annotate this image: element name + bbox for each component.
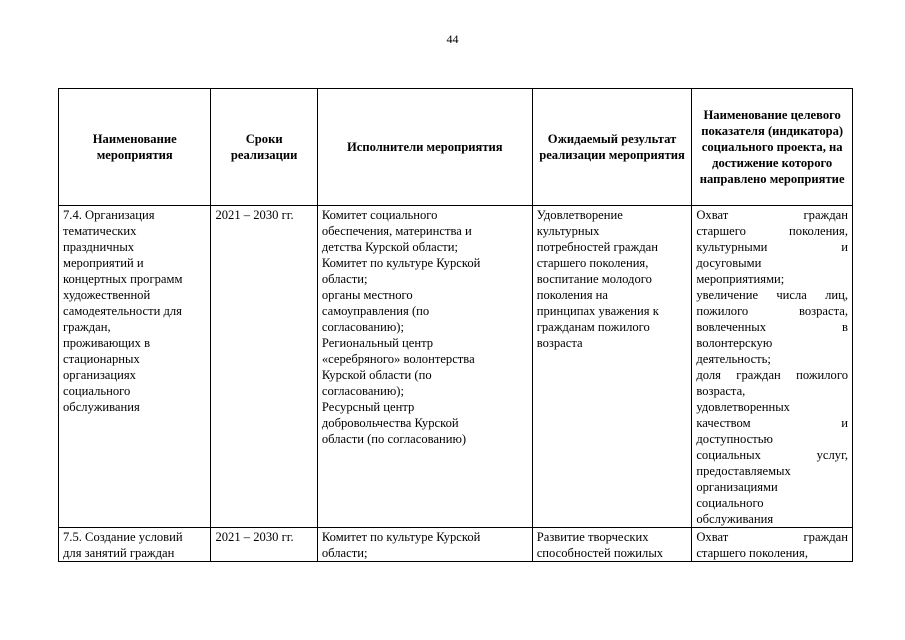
cell-text-line: волонтерскую — [696, 336, 773, 350]
cell-text-line: культурных — [536, 224, 600, 238]
cell-text-line: 7.4. Организация — [63, 208, 155, 222]
cell-text-line: доля граждан пожилого — [696, 368, 848, 382]
cell-text-line: социального — [63, 384, 131, 398]
cell-text-line: Ресурсный центр — [321, 400, 415, 414]
cell-text-line: обслуживания — [696, 512, 774, 526]
cell-text-line: мероприятиями; — [696, 272, 785, 286]
cell-text-line: качеством и — [696, 416, 848, 430]
cell-text-line: концертных программ — [63, 272, 183, 286]
cell-text-line: самодеятельности для — [63, 304, 182, 318]
cell-text-line: области; — [321, 272, 368, 286]
cell-text-line: Комитет по культуре Курской — [321, 256, 481, 270]
cell-text-line: обеспечения, материнства и — [321, 224, 472, 238]
table-row — [59, 528, 853, 562]
cell-text-line: возраста — [536, 336, 583, 350]
cell-text-line: стационарных — [63, 352, 140, 366]
cell-text-line: 2021 – 2030 гг. — [215, 530, 294, 544]
cell-text-line: потребностей граждан — [536, 240, 658, 254]
cell-text-line: Развитие творческих — [536, 530, 649, 544]
cell-text-line: области (по согласованию) — [321, 432, 467, 446]
cell-text-line: социальных услуг, — [696, 448, 848, 462]
cell-executors — [317, 528, 532, 562]
cell-text-line: деятельность; — [696, 352, 771, 366]
cell-text-line: старшего поколения, — [536, 256, 649, 270]
header-period: Сроки реализации — [211, 89, 317, 206]
cell-text-line: принципах уважения к — [536, 304, 659, 318]
cell-text-line: Комитет по культуре Курской — [321, 530, 481, 544]
cell-text-line: досуговыми — [696, 256, 762, 270]
cell-text-line: предоставляемых — [696, 464, 791, 478]
cell-text-line: 2021 – 2030 гг. — [215, 208, 294, 222]
cell-text-line: доступностью — [696, 432, 773, 446]
cell-executors — [317, 206, 532, 528]
header-activity-name: Наименование мероприятия — [59, 89, 211, 206]
cell-text-line: обслуживания — [63, 400, 140, 414]
cell-text-line: пожилого возраста, — [696, 304, 848, 318]
cell-target-indicator — [692, 206, 853, 528]
cell-text-line: Комитет социального — [321, 208, 438, 222]
cell-text-line: организациях — [63, 368, 136, 382]
cell-target-indicator — [692, 528, 853, 562]
cell-expected-result — [532, 206, 692, 528]
cell-text-line: области; — [321, 546, 368, 560]
cell-text-line: 7.5. Создание условий — [63, 530, 183, 544]
table-header-row — [59, 89, 853, 206]
cell-text-line: вовлеченных в — [696, 320, 848, 334]
cell-text-line: старшего поколения, — [696, 224, 848, 238]
cell-text-line: граждан, — [63, 320, 111, 334]
cell-expected-result — [532, 528, 692, 562]
activities-table — [58, 88, 853, 562]
cell-text-line: тематических — [63, 224, 137, 238]
cell-text-line: Региональный центр — [321, 336, 434, 350]
cell-activity-name — [59, 206, 211, 528]
cell-text-line: самоуправления (по — [321, 304, 430, 318]
cell-text-line: согласованию); — [321, 384, 404, 398]
header-executors: Исполнители мероприятия — [317, 89, 532, 206]
cell-text-line: поколения на — [536, 288, 608, 302]
cell-text-line: способностей пожилых — [536, 546, 664, 560]
cell-period — [211, 528, 317, 562]
header-target-indicator: Наименование целевого показателя (индикатора) социального проекта, на достижение которого направлено мероприятие — [692, 89, 853, 206]
cell-text-line: Охват граждан — [696, 208, 848, 222]
cell-text-line: старшего поколения, — [696, 546, 808, 560]
table-row — [59, 206, 853, 528]
cell-text-line: согласованию); — [321, 320, 404, 334]
cell-text-line: Курской области (по — [321, 368, 432, 382]
cell-text-line: художественной — [63, 288, 151, 302]
cell-text-line: возраста, — [696, 384, 746, 398]
cell-activity-name — [59, 528, 211, 562]
cell-text-line: мероприятий и — [63, 256, 144, 270]
cell-text-line: увеличение числа лиц, — [696, 288, 848, 302]
header-expected-result: Ожидаемый результат реализации мероприятия — [532, 89, 692, 206]
cell-text-line: удовлетворенных — [696, 400, 790, 414]
cell-text-line: органы местного — [321, 288, 413, 302]
cell-period — [211, 206, 317, 528]
cell-text-line: для занятий граждан — [63, 546, 175, 560]
cell-text-line: «серебряного» волонтерства — [321, 352, 475, 366]
cell-text-line: организациями — [696, 480, 778, 494]
cell-text-line: воспитание молодого — [536, 272, 652, 286]
cell-text-line: культурными и — [696, 240, 848, 254]
cell-text-line: Удовлетворение — [536, 208, 623, 222]
cell-text-line: Охват граждан — [696, 530, 848, 544]
cell-text-line: добровольчества Курской — [321, 416, 459, 430]
cell-text-line: детства Курской области; — [321, 240, 459, 254]
cell-text-line: проживающих в — [63, 336, 151, 350]
cell-text-line: гражданам пожилого — [536, 320, 650, 334]
cell-text-line: праздничных — [63, 240, 135, 254]
cell-text-line: социального — [696, 496, 764, 510]
page-number: 44 — [446, 32, 459, 46]
